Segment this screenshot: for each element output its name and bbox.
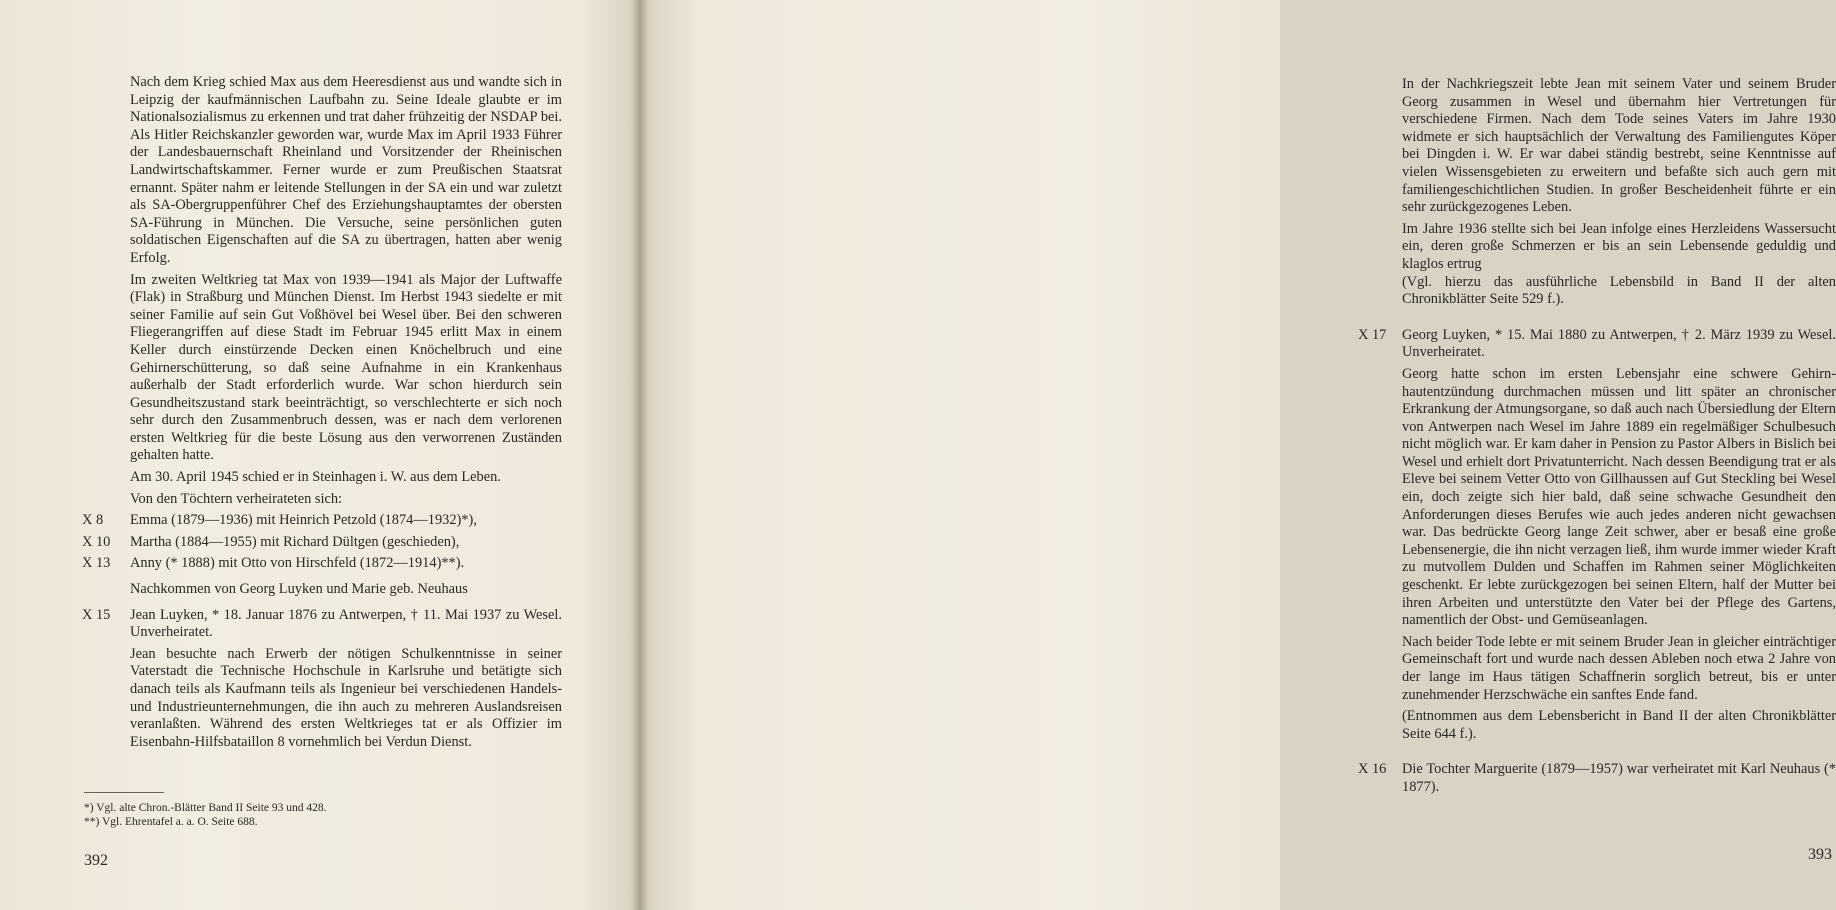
entry-text: Martha (1884—1955) mit Richard Dültgen (geschieden), <box>130 533 460 550</box>
section-heading: Nachkommen von Georg Luyken und Marie geb. Neuhaus <box>130 581 468 598</box>
entry-headline: Jean Luyken, * 18. Januar 1876 zu Antwerpen, † 11. Mai 1937 zu Wesel. Unverheiratet. <box>130 606 562 641</box>
left-page-text <box>82 74 562 751</box>
footnotes <box>84 792 554 829</box>
paragraph: Im zweiten Weltkrieg tat Max von 1939—1941 als Major der Luftwaffe (Flak) in Straßburg und München Dienst. Im Herbst 1943 siedelte er mit seiner Familie auf sein Gut Voßhövel bei Wesel über. Bei den schweren Fliegerangriffen auf diese Stadt im Februar 1945 erlitt Max in einem Keller durch einstürzende Decken einen Knöchelbruch und eine Gehirnerschütterung, so daß seine Aufnahme in ein Krankenhaus außerhalb der Stadt erforderlich wurde. War schon hierdurch sein Gesundheitszustand stark beeinträchtigt, so verschlechterte er sich noch sehr durch den Zusammenbruch dessen, was er nach dem verlorenen ersten Weltkrieg für die beste Lösung aus den verworrenen Zuständen gehalten hatte. <box>130 271 562 464</box>
paragraph: In der Nachkriegszeit lebte Jean mit seinem Vater und seinem Bruder Georg zusammen in Wesel und übernahm hier Vertretungen für verschiedene Firmen. Nach dem Tode seines Vaters im Jahre 1930 widmete er sich hauptsächlich der Verwaltung des Familiengutes Köper bei Dingden i. W. Er war dabei ständig bestrebt, seine Kenntnisse auf vielen Wissensgebieten zu erweitern und befaßte sich auch gern mit familiengeschichtlichen Studien. In großer Bescheidenheit führte er ein sehr zurückgezogenes Leben. <box>1402 76 1836 216</box>
entry-text: Emma (1879—1936) mit Heinrich Petzold (1874—1932)*), <box>130 512 477 529</box>
entry-marker: X 17 <box>1358 326 1387 343</box>
entry-text: Die Tochter Marguerite (1879—1957) war verheiratet mit Karl Neuhaus (* 1877). <box>1402 761 1836 795</box>
person-entry-x17 <box>1358 326 1836 744</box>
paragraph: Am 30. April 1945 schied er in Steinhagen i. W. aus dem Leben. <box>130 469 501 486</box>
right-page <box>640 0 1836 910</box>
daughter-entry <box>82 555 562 573</box>
entry-marker: X 10 <box>82 533 111 550</box>
entry-headline: Georg Luyken, * 15. Mai 1880 zu Antwerpen, † 2. März 1939 zu Wesel. Unverheiratet. <box>1402 326 1836 361</box>
entry-text: Anny (* 1888) mit Otto von Hirschfeld (1872—1914)**). <box>130 555 465 572</box>
left-page <box>0 0 640 910</box>
entry-body: Jean besuchte nach Erwerb der nötigen Schulkenntnisse in seiner Vaterstadt die Technische Hochschule in Karlsruhe und betätigte sich danach teils als Kaufmann teils als Ingenieur bei verschiedenen Handels- und Industrieunternehmungen, die ihn auch zu mehreren Auslandsreisen veranlaßten. Während des ersten Weltkrieges tat er als Offizier im Eisenbahn-Hilfsbataillon 8 vornehmlich bei Verdun Dienst. <box>130 645 562 750</box>
page-number: 392 <box>84 852 108 869</box>
paragraph: Nach dem Krieg schied Max aus dem Heeresdienst aus und wandte sich in Leipzig der kaufmännischen Laufbahn zu. Seine Ideale glaubte er im Nationalsozialismus zu erkennen und trat daher frühzeitig der NSDAP bei. Als Hitler Reichskanzler geworden war, wurde Max im April 1933 Führer der Landesbauernschaft Rheinland und Vorsitzender der Rheinischen Landwirtschaftskammer. Ferner wurde er zum Preußischen Staatsrat ernannt. Später nahm er leitende Stellungen in der SA ein und war zuletzt als SA-Obergruppenführer Chef des Erziehungshauptamtes der obersten SA-Führung in München. Die Versuche, seine persönlichen guten soldatischen Eigenschaften auf die SA zu übertragen, hatten aber wenig Erfolg. <box>130 74 562 266</box>
paragraph: (Vgl. hierzu das ausführliche Lebensbild in Band II der alten Chronikblätter Seite 529 f.). <box>1402 273 1836 308</box>
entry-marker: X 8 <box>82 512 104 529</box>
paragraph: Im Jahre 1936 stellte sich bei Jean infolge eines Herzleidens Wassersucht ein, deren große Schmerzen er bis an sein Lebensende geduldig und klaglos ertrug <box>1402 220 1836 272</box>
entry-marker: X 13 <box>82 555 111 572</box>
footnote: *) Vgl. alte Chron.-Blätter Band II Seite 93 und 428. <box>84 802 327 814</box>
person-entry-x16 <box>1358 761 1836 796</box>
entry-body: Nach beider Tode lebte er mit seinem Bruder Jean in gleicher einträchtiger Gemeinschaft fort und wurde nach dessen Ableben noch etwa 2 Jahre von der lange im Haus tätigen Schaffnerin sorglich betreut, bis er unter zunehmender Herzschwäche ein sanftes Ende fand. <box>1402 633 1836 703</box>
entry-marker: X 15 <box>82 606 111 623</box>
footnote: **) Vgl. Ehrentafel a. a. O. Seite 688. <box>84 816 258 828</box>
page-number: 393 <box>1808 846 1832 863</box>
entry-body: (Entnommen aus dem Lebensbericht in Band II der alten Chronikblätter Seite 644 f.). <box>1402 708 1836 742</box>
entry-marker: X 16 <box>1358 761 1387 778</box>
daughter-entry <box>82 512 562 530</box>
person-entry-x15 <box>82 606 562 752</box>
right-page-text <box>1358 76 1836 797</box>
footnote-rule <box>84 792 164 793</box>
entry-body: Georg hatte schon im ersten Lebensjahr eine schwere Gehirnhautentzündung durchmachen müssen und litt später an chronischer Erkrankung der Atmungsorgane, so daß auch nach Übersiedlung der Eltern von Antwerpen nach Wesel im Jahre 1889 ein regelmäßiger Schulbesuch nicht möglich war. Er kam daher in Pension zu Pastor Albers in Bislich bei Wesel und erhielt dort Privatunterricht. Nach dessen Beendigung trat er als Eleve bei seinem Vetter Otto von Gillhaussen auf Gut Steckling bei Wesel ein, doch zeigte sich hier bald, daß seine schwache Gesundheit den Anforderungen dieses Berufes wie auch jedes anderen nicht gewachsen war. Das bedrückte Georg lange Zeit schwer, aber er besaß eine große Lebensenergie, die ihn nicht verzagen ließ, ihm wurde immer wieder Kraft zu mutvollem Dulden und Schaffen im Rahmen seiner Möglichkeiten geschenkt. Er lebte zurückgezogen bei seinen Eltern, half der Mutter bei ihren Arbeiten und unterstützte den Vater bei der Pflege des Gartens, namentlich der Obst- und Gemüseanlagen. <box>1402 365 1836 629</box>
paragraph: Von den Töchtern verheirateten sich: <box>130 490 343 507</box>
daughter-entry <box>82 533 562 552</box>
